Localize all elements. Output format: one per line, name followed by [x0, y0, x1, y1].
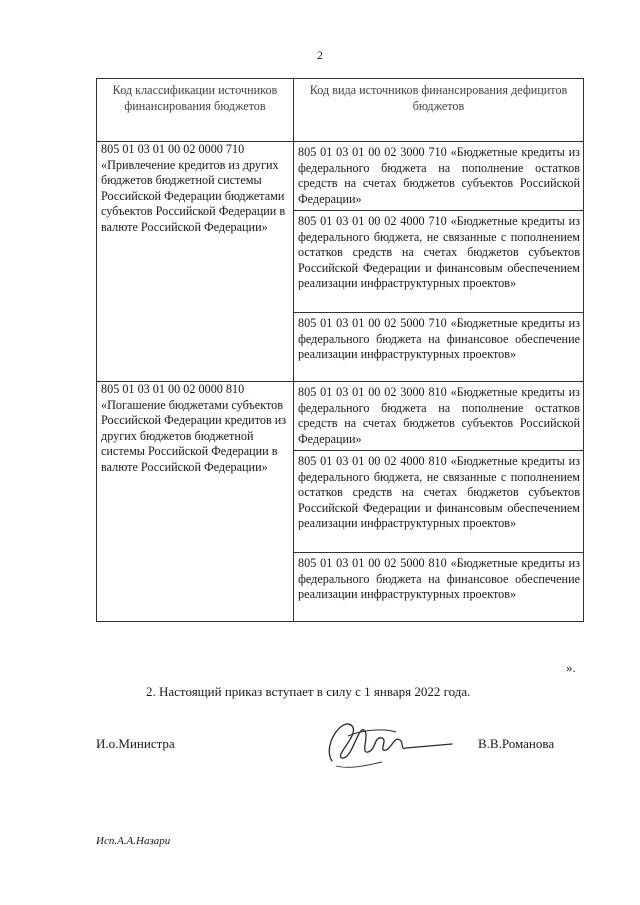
header-source-type-code: Код вида источников финансирования дефицитов бюджетов: [294, 79, 584, 142]
table-header-row: [97, 79, 584, 142]
source-codes-table: [96, 78, 584, 622]
sub-code-cell: 805 01 03 01 00 02 4000 710 «Бюджетные кредиты из федерального бюджета, не связанные с пополнением остатков средств на счетах бюджетов субъектов Российской Федерации и финансовым обеспечением реализации инфраструктурных проектов»: [294, 211, 584, 313]
sub-code-cell: 805 01 03 01 00 02 3000 810 «Бюджетные кредиты из федерального бюджета на пополнение остатков средств на счетах бюджетов субъектов Российской Федерации»: [294, 382, 584, 451]
signatory-title: И.о.Министра: [96, 736, 175, 751]
signatory-name: В.В.Романова: [478, 736, 555, 751]
handwritten-signature: [312, 706, 462, 776]
sub-code-cell: 805 01 03 01 00 02 4000 810 «Бюджетные кредиты из федерального бюджета, не связанные с пополнением остатков средств на счетах бюджетов субъектов Российской Федерации и финансовым обеспечением реализации инфраструктурных проектов»: [294, 451, 584, 553]
sub-code-cell: 805 01 03 01 00 02 5000 810 «Бюджетные кредиты из федерального бюджета на финансовое обеспечение реализации инфраструктурных проектов»: [294, 553, 584, 622]
sub-code-cell: 805 01 03 01 00 02 3000 710 «Бюджетные кредиты из федерального бюджета на пополнение остатков средств на счетах бюджетов субъектов Российской Федерации»: [294, 142, 584, 211]
table-row: [97, 142, 584, 211]
sub-code-cell: 805 01 03 01 00 02 5000 710 «Бюджетные кредиты из федерального бюджета на финансовое обеспечение реализации инфраструктурных проектов»: [294, 313, 584, 382]
table-row: [97, 382, 584, 451]
group-code-cell: 805 01 03 01 00 02 0000 810 «Погашение бюджетами субъектов Российской Федерации кредитов из других бюджетов бюджетной системы Российской Федерации в валюте Российской Федерации»: [97, 382, 294, 622]
executor-note: Исп.А.А.Назари: [96, 835, 171, 847]
header-classification-code: Код классификации источников финансирования бюджетов: [97, 79, 294, 142]
effective-date-paragraph: 2. Настоящий приказ вступает в силу с 1 января 2022 года.: [146, 684, 471, 699]
page-number: 2: [317, 48, 323, 62]
group-code-cell: 805 01 03 01 00 02 0000 710 «Привлечение кредитов из других бюджетов бюджетной системы Российской Федерации бюджетами субъектов Российской Федерации в валюте Российской Федерации»: [97, 142, 294, 382]
closing-quote: ».: [566, 660, 576, 675]
